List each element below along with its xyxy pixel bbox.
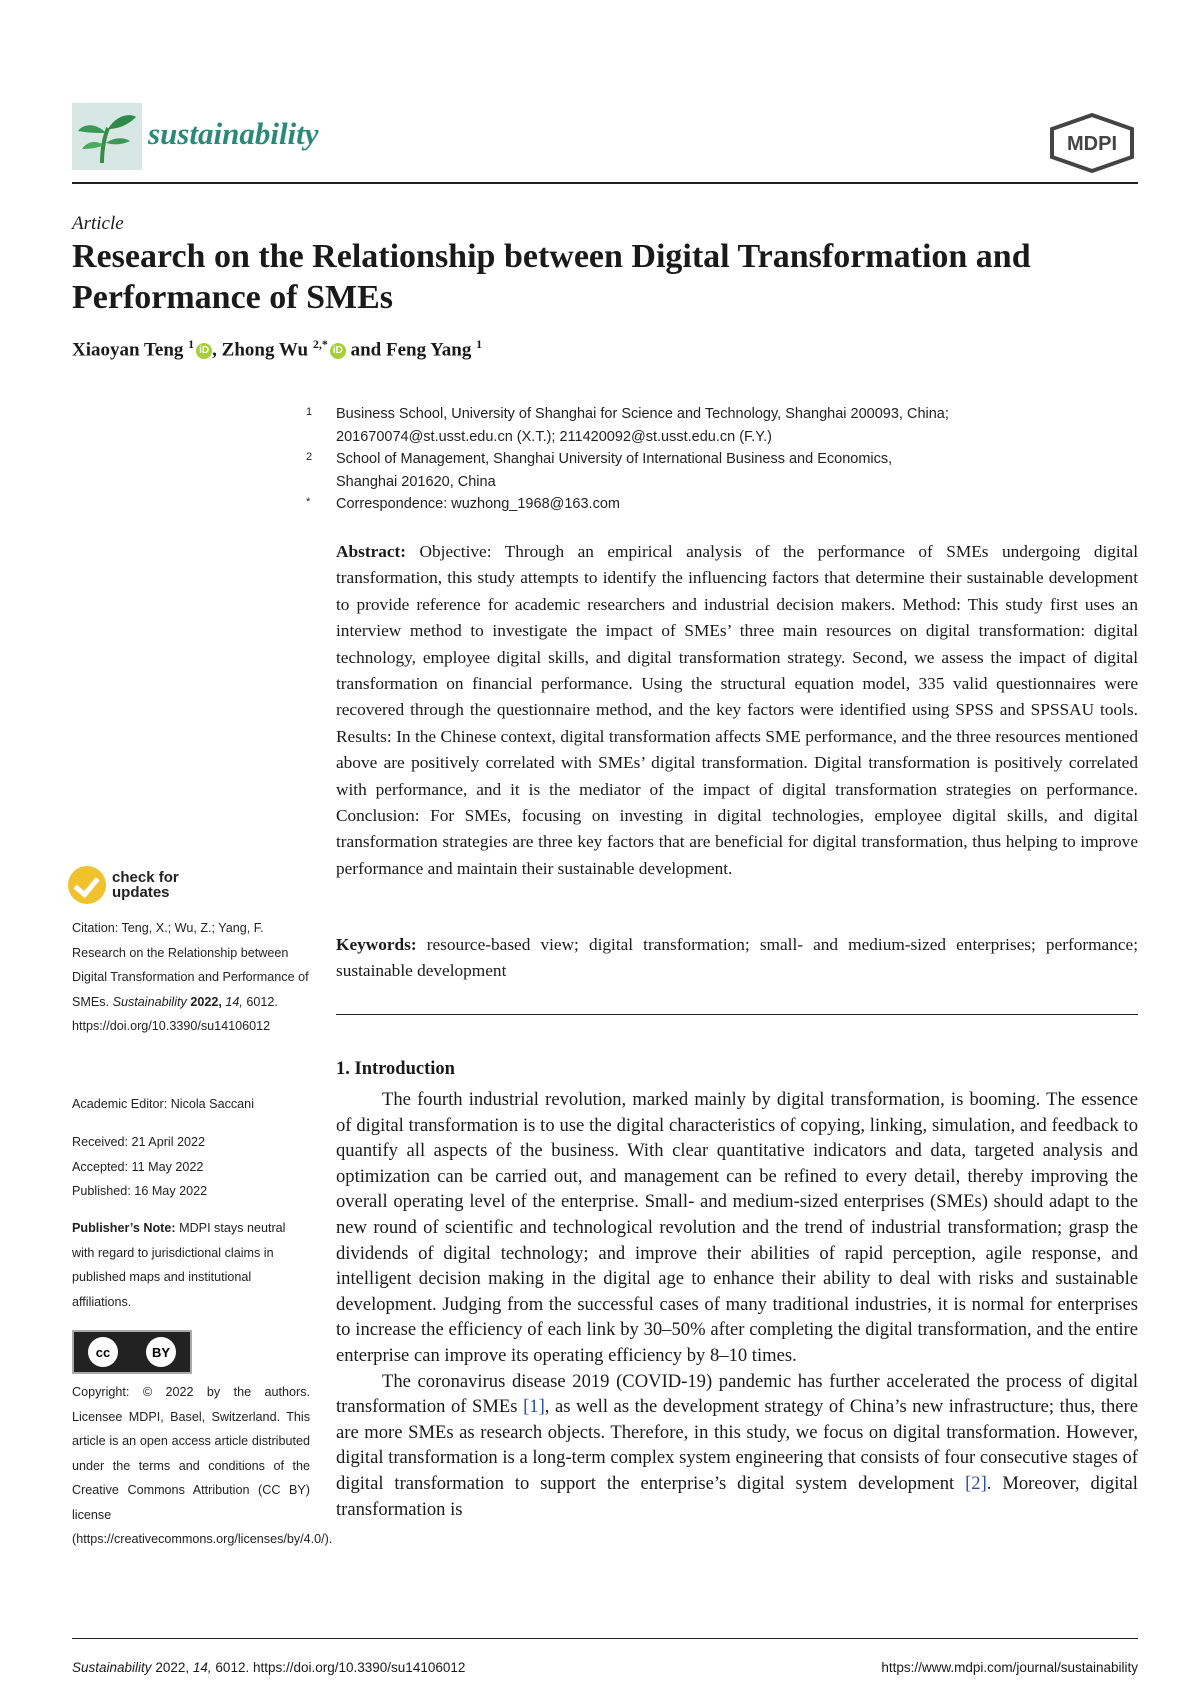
citation-link[interactable]: [1]: [523, 1396, 545, 1418]
author-name[interactable]: Xiaoyan Teng: [72, 339, 184, 361]
abstract: [336, 539, 1138, 882]
copyright-text: © 2022 by the authors. Licensee MDPI, Basel, Switzerland. This article is an open access article distributed under the terms and conditions of the Creative Commons Attribution (CC BY) license (https://creativecommons.org/licenses/by/4.0/).: [72, 1385, 333, 1546]
published-date: Published: 16 May 2022: [72, 1184, 208, 1198]
citation-block: Citation: Teng, X.; Wu, Z.; Yang, F. Research on the Relationship between Digital Transformation and Performance of SMEs. Sustainability 2022, 14, 6012. https://doi.org/10.3390/su14106012: [72, 921, 309, 1033]
footer-journal-url[interactable]: https://www.mdpi.com/journal/sustainability: [881, 1660, 1138, 1675]
abstract-label: Abstract:: [336, 542, 407, 561]
intro-paragraph-1: The fourth industrial revolution, marked mainly by digital transformation, is booming. The essence of digital transformation is to use the digital characteristics of copying, linking, simulation, and feedback to quantify all aspects of the business. With clear quantitative indicators and data, targeted analysis and optimization can be carried out, and management can be refined to every detail, thereby improving the overall operating level of the enterprise. Small- and medium-sized enterprises (SMEs) should adapt to the new round of scientific and technological revolution and the trend of industrial transformation; grasp the dividends of digital technology; and improve their abilities of rapid perception, agile response, and intelligent decision making in the digital age to enhance their ability to deal with risks and sustainable development. Judging from the successful cases of many traditional industries, it is normal for enterprises to increase the efficiency of each link by 30–50% after completing the digital transformation, and the entire enterprise can improve its operating efficiency by 8–10 times.: [336, 1089, 1138, 1366]
footer-citation: Sustainability 2022, 14, 6012. https://doi.org/10.3390/su14106012: [72, 1660, 466, 1675]
author-affiliation-mark: 1: [188, 337, 195, 351]
attribution-icon: BY: [146, 1337, 176, 1367]
keywords-label: Keywords:: [336, 935, 417, 954]
checkmark-icon: [68, 866, 106, 904]
intro-paragraph-2: The coronavirus disease 2019 (COVID-19) pandemic has further accelerated the process of digital transformation of SMEs [1], as well as the development strategy of China’s new infrastructure; thus, there are more SMEs as research objects. Therefore, in this study, we focus on digital transformation. However, digital transformation is a long-term complex system engineering that consists of four consecutive stages of digital transformation to support the enterprise’s digital system development [2]. Moreover, digital transformation is: [336, 1370, 1138, 1520]
orcid-icon[interactable]: iD: [196, 343, 212, 359]
keywords-text: resource-based view; digital transformation; small- and medium-sized enterprises; performance; sustainable development: [336, 935, 1138, 981]
mdpi-text: MDPI: [1067, 133, 1117, 155]
footer-divider: [72, 1638, 1138, 1639]
accepted-date: Accepted: 11 May 2022: [72, 1159, 204, 1174]
affiliation-2: 2 School of Management, Shanghai University of International Business and Economics, Shanghai 201620, China: [306, 451, 893, 490]
author-name[interactable]: Feng Yang: [385, 339, 472, 361]
journal-logo: [72, 103, 142, 170]
correspondence: * Correspondence: wuzhong_1968@163.com: [336, 493, 1096, 516]
author-affiliation-mark: 1: [476, 337, 483, 351]
cc-by-license-logo[interactable]: [72, 1330, 192, 1374]
received-date: Received: 21 April 2022: [72, 1135, 206, 1149]
publisher-note: Publisher’s Note: MDPI stays neutral with regard to jurisdictional claims in published maps and institutional affiliations.: [72, 1221, 286, 1309]
citation-label: Citation:: [72, 921, 119, 935]
affiliation-1: 1 Business School, University of Shanghai for Science and Technology, Shanghai 200093, China; 201670074@st.usst.edu.cn (X.T.); 211420092@st.usst.edu.cn (F.Y.): [336, 403, 1096, 449]
affiliation-emails[interactable]: 201670074@st.usst.edu.cn (X.T.); 211420092@st.usst.edu.cn (F.Y.): [336, 429, 772, 445]
intro-body: [336, 1087, 1138, 1522]
journal-name: sustainability: [148, 116, 319, 151]
author-affiliation-mark: 2,*: [312, 337, 328, 351]
academic-editor: Academic Editor: Nicola Saccani: [72, 1097, 254, 1111]
keywords: [336, 932, 1138, 985]
citation-link[interactable]: [2]: [965, 1472, 987, 1494]
footer-doi-link[interactable]: 6012. https://doi.org/10.3390/su14106012: [215, 1660, 466, 1675]
author-name[interactable]: Zhong Wu: [221, 339, 309, 361]
abstract-divider: [336, 1014, 1138, 1015]
article-type: Article: [72, 213, 124, 234]
paper-title: Research on the Relationship between Digital Transformation and Performance of SMEs: [72, 238, 1031, 316]
correspondence-email[interactable]: Correspondence: wuzhong_1968@163.com: [336, 496, 620, 512]
check-for-updates-badge[interactable]: check for updates: [68, 866, 179, 904]
plant-leaf-icon: [72, 103, 142, 170]
copyright-block: Copyright: © 2022 by the authors. Licensee MDPI, Basel, Switzerland. This article is an open access article distributed under the terms and conditions of the Creative Commons Attribution (CC BY) license (https://creativecommons.org/licenses/by/4.0/).: [72, 1385, 333, 1546]
abstract-text: Objective: Through an empirical analysis of the performance of SMEs undergoing digital transformation, this study attempts to identify the influencing factors that determine their sustainable development to provide reference for academic researchers and industrial decision makers. Method: This study first uses an interview method to investigate the impact of SMEs’ three main resources on digital transformation: digital technology, employee digital skills, and digital transformation strategy. Second, we assess the impact of digital transformation on financial performance. Using the structural equation model, 335 valid questionnaires were recovered through the questionnaire method, and the key factors were identified using SPSS and SPSSAU tools. Results: In the Chinese context, digital transformation affects SME performance, and the three resources mentioned above are positively correlated with SMEs’ digital transformation. Digital transformation is positively correlated with performance, and it is the mediator of the impact of digital transformation strategies on performance. Conclusion: For SMEs, focusing on investing in digital technologies, employee digital skills, and digital transformation strategies are three key factors that are beneficial for digital transformation, thus helping to improve performance and maintain their sustainable development.: [336, 542, 1138, 878]
header-divider: [72, 182, 1138, 184]
creative-commons-icon: cc: [88, 1337, 118, 1367]
orcid-icon[interactable]: iD: [330, 343, 346, 359]
citation-text: Teng, X.; Wu, Z.; Yang, F. Research on the Relationship between Digital Transformation and Performance of SMEs.: [72, 921, 309, 1009]
section-heading-introduction: 1. Introduction: [336, 1059, 455, 1079]
dates-block: [72, 1130, 310, 1204]
mdpi-logo: [1048, 113, 1136, 178]
citation-doi[interactable]: 6012. https://doi.org/10.3390/su14106012: [72, 994, 278, 1033]
author-list: Xiaoyan Teng $^1$ iD , Zhong Wu $^{2,*}$ iD and Feng Yang $^1$: [72, 337, 483, 361]
